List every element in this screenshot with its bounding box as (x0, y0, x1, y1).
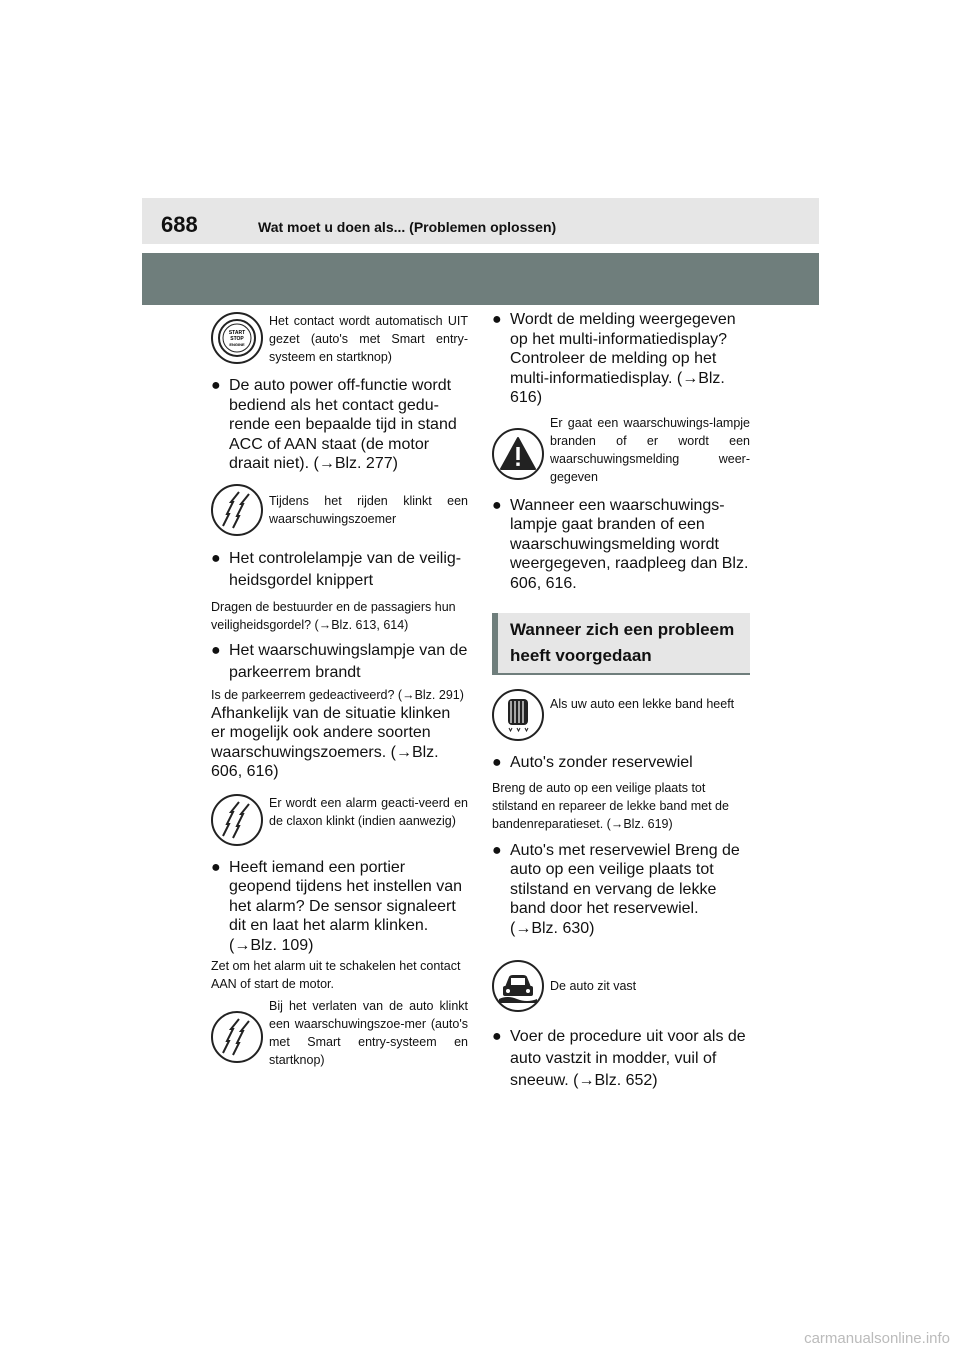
info-block-auto-power-off (211, 312, 468, 366)
stuck-car-icon (492, 960, 544, 1012)
bullet-item: ● Heeft iemand een portier geopend tijdens het instellen van het alarm? De sensor signaleert dit en laat het alarm klinken. (→Blz. 109) (211, 858, 463, 954)
info-text: De auto zit vast (550, 979, 637, 993)
note-text: Is de parkeerrem gedeactiveerd? (→Blz. 291) (211, 687, 464, 702)
bullet-item: ● Het controlelampje van de veilig-heidsgordel knippert (211, 549, 462, 589)
start-stop-button-icon (211, 312, 263, 364)
section-title: Wat moet u doen als... (Problemen oplossen) (258, 219, 557, 235)
bullet-item: ● Wordt de melding weergegeven op het multi-informatiedisplay? Controleer de melding op het multi-informatiedisplay. (→Blz. 616) (492, 311, 736, 406)
watermark-footer: carmanualsonline.info (804, 1330, 950, 1347)
warning-triangle-icon (492, 428, 544, 480)
buzzer-sound-icon (211, 484, 263, 536)
bullet-item: ● Voer de procedure uit voor als de auto vastzit in modder, vuil of sneeuw. (→Blz. 652) (492, 1028, 746, 1089)
note-text: Dragen de bestuurder en de passagiers hun veiligheidsgordel? (→Blz. 613, 614) (211, 599, 456, 632)
bullet-item: ● Wanneer een waarschuwings-lampje gaat branden of een waarschuwingsmelding wordt weergegeven, raadpleeg dan Blz. 606, 616. (492, 496, 749, 592)
header-band (142, 253, 819, 305)
info-block-stuck (492, 960, 750, 1012)
info-block-flat-tire (492, 689, 750, 741)
bullet-item: ● Auto's met reservewiel Breng de auto op een veilige plaats tot stilstand en vervang de lekke band door het reservewiel. (→Blz. 630) (492, 841, 740, 937)
bullet-item: ● Auto's zonder reservewiel (492, 754, 693, 771)
section-heading: Wanneer zich een probleem heeft voorgedaan (492, 613, 750, 675)
svg-text:STOP: STOP (230, 336, 244, 342)
note-text: Zet om het alarm uit te schakelen het contact AAN of start de motor. (211, 959, 461, 991)
info-text: Er gaat een waarschuwings-lampje branden of er wordt een waarschuwingsmelding weer-gegeven (550, 415, 750, 484)
info-text: Het contact wordt automatisch UIT gezet (auto's met Smart entry-systeem en startknop) (269, 314, 468, 364)
bullet-item: ● De auto power off-functie wordt bediend als het contact gedu-rende een bepaalde tijd in stand ACC of AAN staat (de motor draait niet). (→Blz. 277) (211, 377, 457, 472)
left-column (211, 312, 468, 1069)
note-text: Breng de auto op een veilige plaats tot stilstand en repareer de lekke band met de bandenreparatieset. (→Blz. 619) (492, 780, 729, 831)
info-text: Tijdens het rijden klinkt een waarschuwingszoemer (269, 493, 468, 526)
flat-tire-icon (492, 689, 544, 741)
page-number: 688 (161, 212, 198, 237)
info-block-exit-buzzer (211, 997, 468, 1069)
paragraph: Afhankelijk van de situatie klinken er mogelijk ook andere soorten waarschuwingszoemers. (→Blz. 606, 616) (211, 704, 451, 780)
info-block-buzzer (211, 484, 468, 536)
svg-text:ENGINE: ENGINE (229, 342, 245, 347)
info-text: Er wordt een alarm geacti-veerd en de claxon klinkt (indien aanwezig) (269, 795, 468, 828)
bullet-item: ● Het waarschuwingslampje van de parkeerrem brandt (211, 641, 468, 681)
svg-text:START: START (228, 330, 246, 336)
buzzer-sound-icon (211, 1011, 263, 1063)
info-text: Bij het verlaten van de auto klinkt een waarschuwingszoe-mer (auto's met Smart entry-systeem en startknop) (269, 999, 468, 1067)
buzzer-sound-icon (211, 794, 263, 846)
info-block-alarm (211, 794, 468, 846)
right-column (492, 310, 750, 1092)
info-block-warning-light (492, 414, 750, 486)
info-text: Als uw auto een lekke band heeft (550, 697, 735, 711)
